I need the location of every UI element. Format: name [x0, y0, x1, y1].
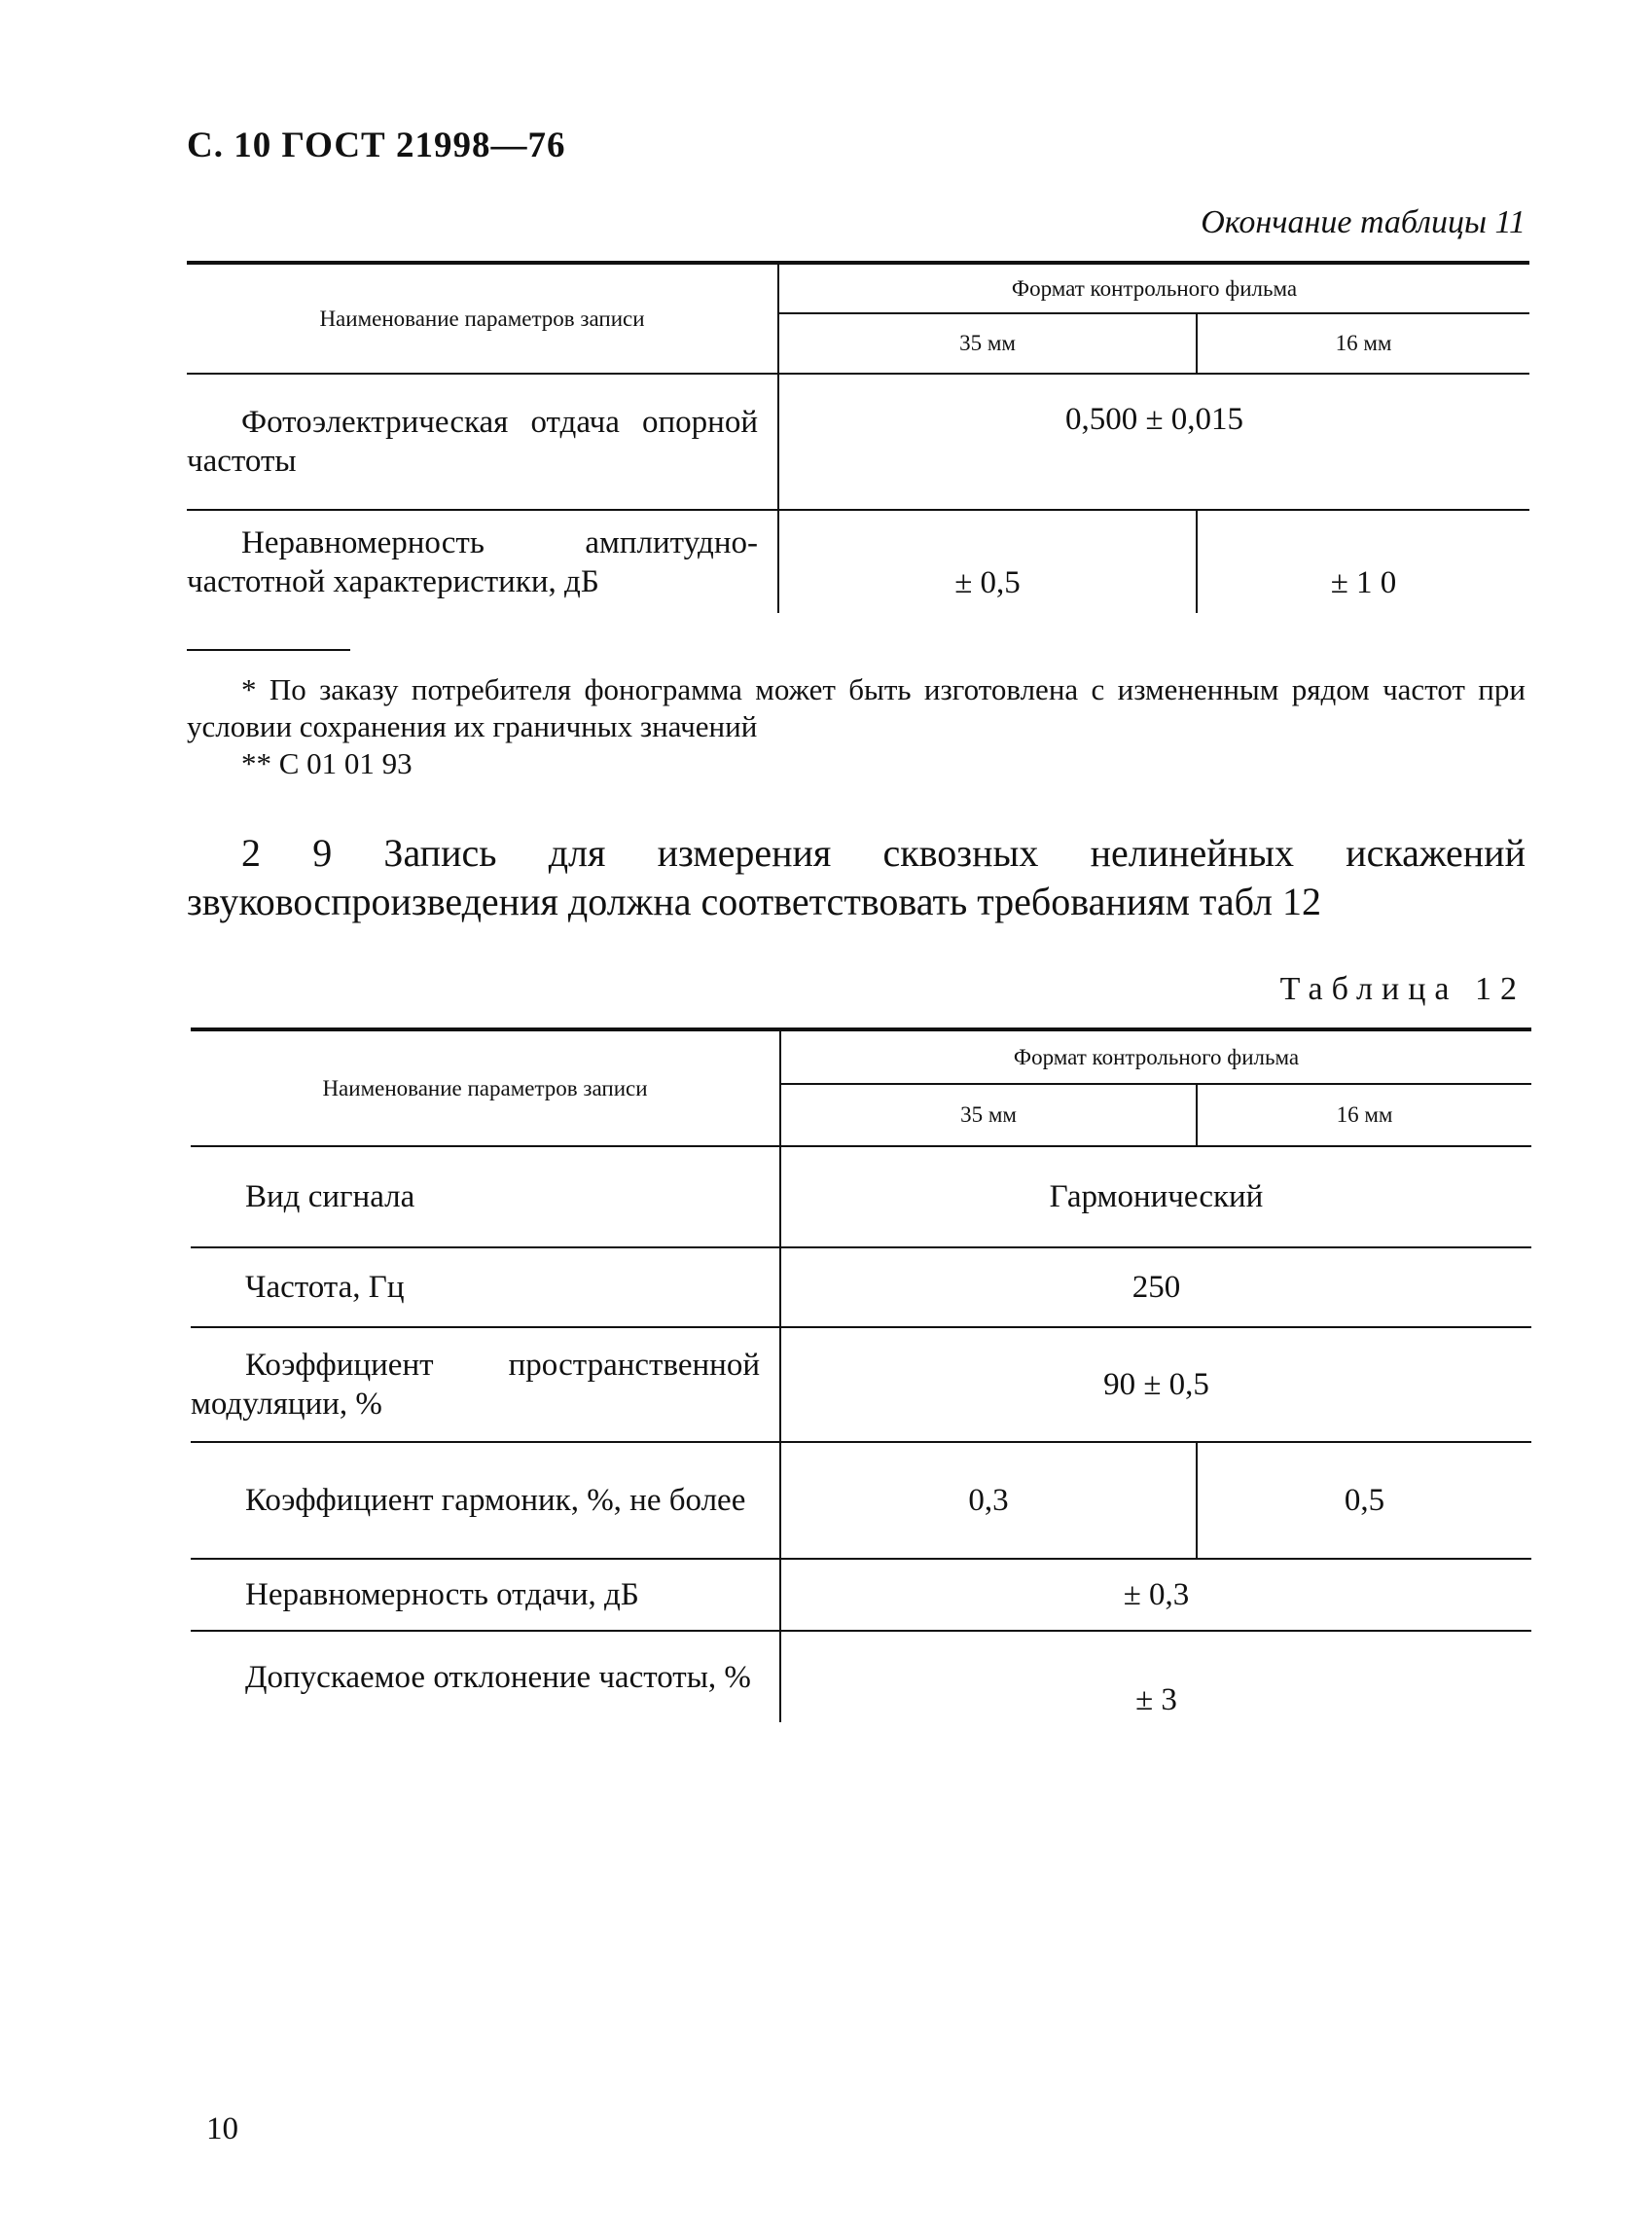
t11-row-value: 0,500 ± 0,015	[778, 374, 1529, 510]
table-11	[187, 261, 1529, 613]
page-header: С. 10 ГОСТ 21998—76	[187, 126, 566, 165]
t12-header-format: Формат контрольного фильма	[780, 1029, 1531, 1084]
t12-row-name: Коэффициент пространственной модуляции, %	[191, 1327, 780, 1442]
t11-header-format: Формат контрольного фильма	[778, 263, 1529, 313]
t11-header-35mm: 35 мм	[778, 313, 1197, 374]
t12-row-name: Допускаемое отклонение частоты, %	[191, 1631, 780, 1722]
page-number: 10	[206, 2111, 238, 2146]
t11-header-name: Наименование параметров записи	[187, 263, 778, 374]
t11-row-16mm-value: ± 1 0	[1330, 565, 1397, 600]
table12-caption: Таблица 12	[1279, 971, 1526, 1007]
t12-header-35mm: 35 мм	[780, 1084, 1197, 1146]
t12-row-value: ± 3	[1135, 1682, 1177, 1717]
t12-row-name: Коэффициент гармоник, %, не более	[191, 1442, 780, 1559]
t12-row-name: Частота, Гц	[191, 1247, 780, 1327]
t12-row-16mm-value: 0,5	[1197, 1442, 1531, 1559]
t11-header-16mm: 16 мм	[1197, 313, 1529, 374]
section-paragraph: 2 9 Запись для измерения сквозных нелинейных искажений звуковоспроизведения должна соответствовать требованиям табл 12	[187, 831, 1526, 923]
t12-row-value: 90 ± 0,5	[780, 1327, 1531, 1442]
t12-row-name: Вид сигнала	[191, 1146, 780, 1247]
footnote-1: * По заказу потребителя фонограмма может быть изготовлена с измененным рядом частот при условии сохранения их граничных значений	[187, 672, 1526, 743]
t12-row-value: Гармонический	[780, 1146, 1531, 1247]
table-12	[191, 1027, 1531, 1722]
t11-row-name: Фотоэлектрическая отдача опорной частоты	[187, 374, 778, 510]
footnote-rule	[187, 649, 350, 651]
t12-row-name: Неравномерность отдачи, дБ	[191, 1559, 780, 1631]
table11-caption: Окончание таблицы 11	[1201, 204, 1526, 240]
t12-row-value: ± 0,3	[780, 1559, 1531, 1631]
t11-row-name: Неравномерность амплитудно-частотной характеристики, дБ	[187, 510, 778, 613]
t11-row-35mm-value: ± 0,5	[778, 510, 1197, 613]
t12-header-name: Наименование параметров записи	[191, 1029, 780, 1146]
footnote-2: ** С 01 01 93	[241, 746, 413, 780]
t12-header-16mm: 16 мм	[1197, 1084, 1531, 1146]
t12-row-35mm-value: 0,3	[780, 1442, 1197, 1559]
t12-row-value: 250	[780, 1247, 1531, 1327]
